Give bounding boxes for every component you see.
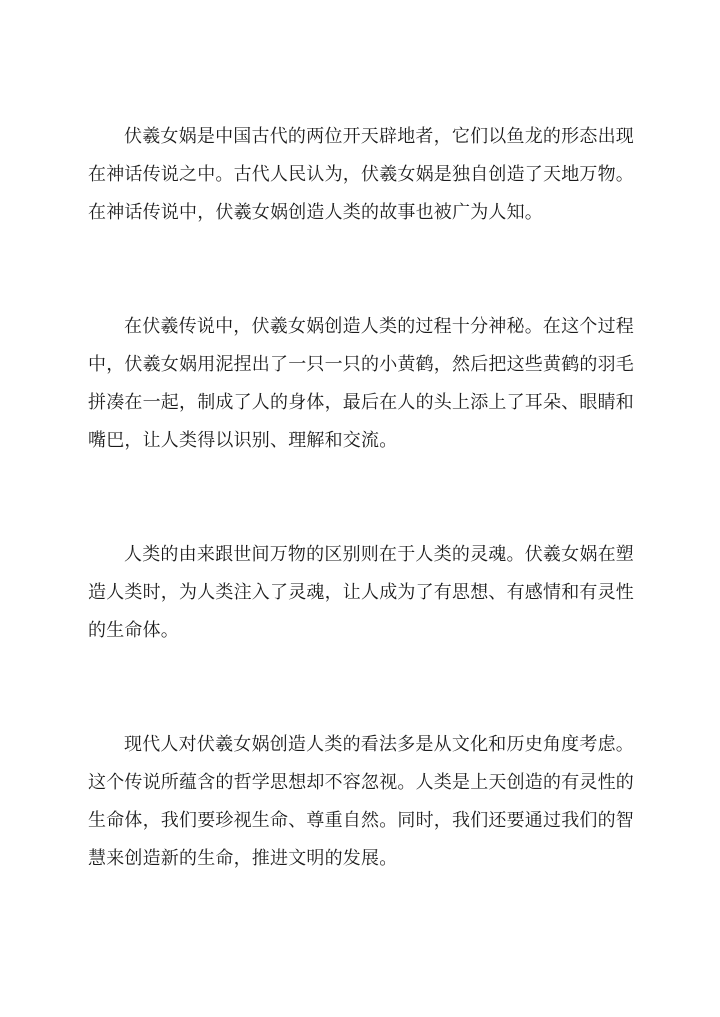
paragraph-3: 人类的由来跟世间万物的区别则在于人类的灵魂。伏羲女娲在塑造人类时，为人类注入了灵魂，让人成为了有思想、有感情和有灵性的生命体。 [88,544,634,641]
document-body [88,118,634,878]
paragraph-2: 在伏羲传说中，伏羲女娲创造人类的过程十分神秘。在这个过程中，伏羲女娲用泥捏出了一只一只的小黄鹤，然后把这些黄鹤的羽毛拼凑在一起，制成了人的身体，最后在人的头上添上了耳朵、眼睛和嘴巴，让人类得以识别、理解和交流。 [88,316,634,451]
paragraph-1: 伏羲女娲是中国古代的两位开天辟地者，它们以鱼龙的形态出现在神话传说之中。古代人民认为，伏羲女娲是独自创造了天地万物。在神话传说中，伏羲女娲创造人类的故事也被广为人知。 [88,126,634,223]
paragraph-4: 现代人对伏羲女娲创造人类的看法多是从文化和历史角度考虑。这个传说所蕴含的哲学思想却不容忽视。人类是上天创造的有灵性的生命体，我们要珍视生命、尊重自然。同时，我们还要通过我们的智慧来创造新的生命，推进文明的发展。 [88,734,634,869]
